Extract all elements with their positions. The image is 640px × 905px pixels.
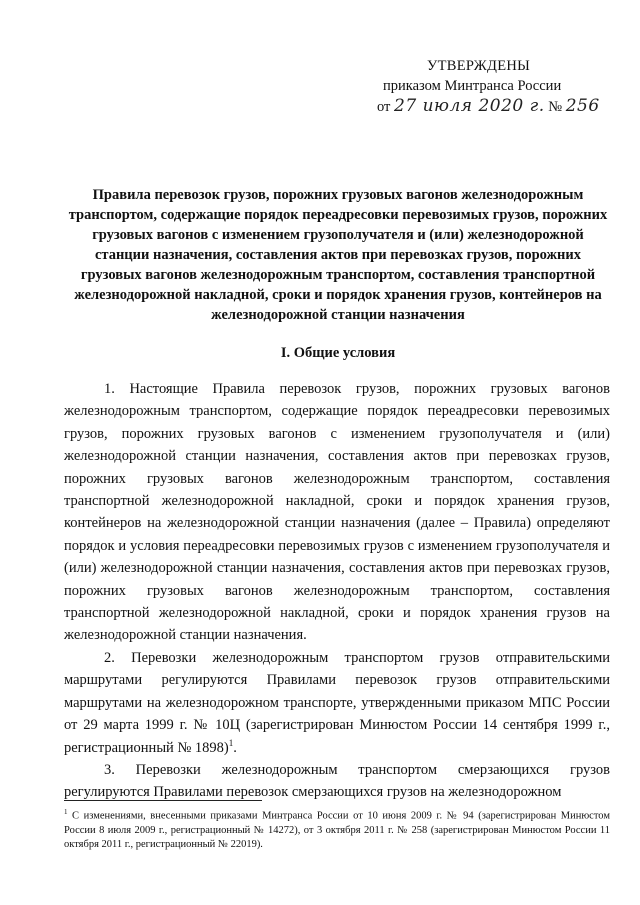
document-body	[64, 378, 610, 804]
footnote-divider	[64, 800, 262, 801]
paragraph-2-end: .	[233, 739, 237, 756]
handwritten-number: 256	[565, 96, 600, 116]
approval-date-line	[377, 96, 603, 117]
footnote-text: С изменениями, внесенными приказами Минтранса России от 10 июня 2009 г. № 94 (зарегистрирован Минюстом России 8 июля 2009 г., регистрационный № 14272), от 3 октября 2011 г. № 258 (зарегистрирован Минюстом России 11 октября 2011 г., регистрационный № 22019).	[64, 810, 610, 850]
footnote	[64, 805, 610, 852]
approval-heading: УТВЕРЖДЕНЫ	[427, 58, 531, 74]
document-title: Правила перевозок грузов, порожних грузовых вагонов железнодорожным транспортом, содержащие порядок переадресовки перевозимых грузов, порожних грузовых вагонов с изменением грузополучателя и (или) железнодорожной станции назначения, составления актов при перевозках грузов, порожних грузовых вагонов железнодорожным транспортом, составления транспортной железнодорожной накладной, сроки и порядок хранения грузов, контейнеров на железнодорожной станции назначения	[68, 187, 608, 323]
paragraph-2	[64, 647, 610, 759]
footnote-reference[interactable]: 1	[228, 737, 234, 748]
paragraph-2-text: 2. Перевозки железнодорожным транспортом грузов отправительскими маршрутами регулируются Правилами перевозок грузов отправительскими маршрутами на железнодорожном транспорте, утвержденными приказом МПС России от 29 марта 1999 г. № 10Ц (зарегистрирован Минюстом России 14 сентября 1999 г., регистрационный № 1898)	[64, 649, 610, 756]
approval-order-line: приказом Минтранса России	[383, 78, 562, 94]
date-prefix: от	[377, 99, 391, 115]
handwritten-date: 27 июля 2020 г.	[394, 96, 545, 116]
section-heading: I. Общие условия	[280, 345, 396, 361]
paragraph-1: 1. Настоящие Правила перевозок грузов, порожних грузовых вагонов железнодорожным транспортом, содержащие порядок переадресовки перевозимых грузов, порожних грузовых вагонов с изменением грузополучателя и (или) железнодорожной станции назначения, составления актов при перевозках грузов, порожних грузовых вагонов железнодорожным транспортом, составления транспортной железнодорожной накладной, сроки и порядок хранения грузов, контейнеров на железнодорожной станции назначения (далее – Правила) определяют порядок и условия переадресовки перевозимых грузов с изменением грузополучателя и (или) железнодорожной станции назначения, составления актов при перевозках грузов, порожних грузовых вагонов железнодорожным транспортом, составления транспортной железнодорожной накладной, сроки и порядок хранения грузов на железнодорожной станции назначения.	[64, 381, 610, 644]
approval-stamp	[377, 56, 603, 117]
paragraph-3: 3. Перевозки железнодорожным транспортом смерзающихся грузов регулируются Правилами перевозок смерзающихся грузов на железнодорожном	[64, 761, 610, 801]
footnote-marker: 1	[64, 808, 68, 816]
number-prefix: №	[548, 99, 563, 115]
